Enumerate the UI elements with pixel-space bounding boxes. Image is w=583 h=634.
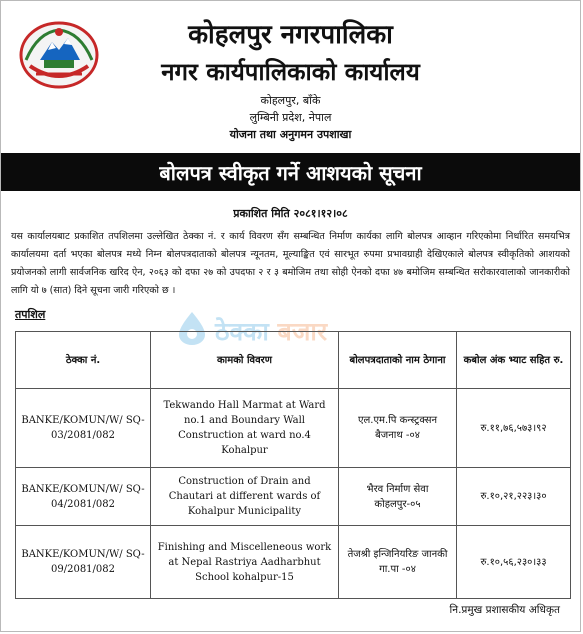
header-contract-no: ठेक्का नं. [16,332,151,389]
table-row [16,468,571,526]
published-date: प्रकाशित मिति २०८१।१२।०८ [233,207,348,220]
amount-cell: रु.१०,५६,२३०।३३ [457,526,571,599]
address-city: कोहलपुर, बाँके [260,94,321,107]
bidder-cell: भैरव निर्माण सेवा कोहलपुर-०५ [339,468,457,526]
signatory: नि.प्रमुख प्रशासकीय अधिकृत [449,604,560,616]
amount-cell: रु.१०,२१,२२३।३० [457,468,571,526]
work-desc-cell: Finishing and Miscelleneous work at Nepal Rastriya Aadharbhut School kohalpur-15 [151,526,339,599]
municipality-title: कोहलपुर नगरपालिका [188,20,393,50]
header-work-desc: कामको विवरण [151,332,339,389]
table-row [16,526,571,599]
watermark-text-2: बजार [277,317,328,346]
contract-no-cell: BANKE/KOMUN/W/ SQ-09/2081/082 [16,526,151,599]
watermark-text-1: ठेक्का [215,317,269,346]
contract-no-cell: BANKE/KOMUN/W/ SQ-03/2081/082 [16,389,151,468]
bid-table [15,331,571,599]
section-name: योजना तथा अनुगमन उपशाखा [229,128,352,141]
header-amount: कबोल अंक भ्याट सहित रु. [457,332,571,389]
bidder-cell: तेजश्री इन्जिनियरिङ जानकी गा.पा -०४ [339,526,457,599]
contract-no-cell: BANKE/KOMUN/W/ SQ-04/2081/082 [16,468,151,526]
work-desc-cell: Construction of Drain and Chautari at different wards of Kohalpur Municipality [151,468,339,526]
bidder-cell: एल.एम.पि कन्स्ट्रक्सन बैजनाथ -०४ [339,389,457,468]
notice-body: यस कार्यालयबाट प्रकाशित तपशिलमा उल्लेखित ठेक्का नं. र कार्य विवरण सँग सम्बन्धित निर्माण कार्यका लागि बोलपत्र आव्हान गरिएकोमा निर्धारित समयभित्र कार्यालयमा दर्ता भएका बोलपत्र मध्ये निम्न बोलपत्रदाताको बोलपत्र न्यूनतम, मूल्याङ्कित एवं सारभूत रुपमा प्रभावग्राही देखिएकाले बोलपत्र स्वीकृतिको आशयको प्रयोजनको लागी सार्वजनिक खरिद ऐन, २०६३ को दफा २७ को उपदफा २ र ३ बमोजिम तथा सोही ऐनको दफा ४७ बमोजिम सम्बन्धित सरोकारवालाको जानकारीको लागि यो ७ (सात) दिने सूचना जारी गरिएको छ । [11,231,570,296]
address-province: लुम्बिनी प्रदेश, नेपाल [249,111,332,124]
table-row [16,389,571,468]
work-desc-cell: Tekwando Hall Marmat at Ward no.1 and Boundary Wall Construction at ward no.4 Kohalpur [151,389,339,468]
notice-banner [1,153,580,191]
amount-cell: रु.११,७६,५७३।९२ [457,389,571,468]
header-bidder: बोलपत्रदाताको नाम ठेगाना [339,332,457,389]
notice-title: बोलपत्र स्वीकृत गर्ने आशयको सूचना [159,161,422,185]
office-title: नगर कार्यपालिकाको कार्यालय [161,58,420,86]
details-heading: तपशिल [15,308,46,321]
table-header-row [16,332,571,389]
